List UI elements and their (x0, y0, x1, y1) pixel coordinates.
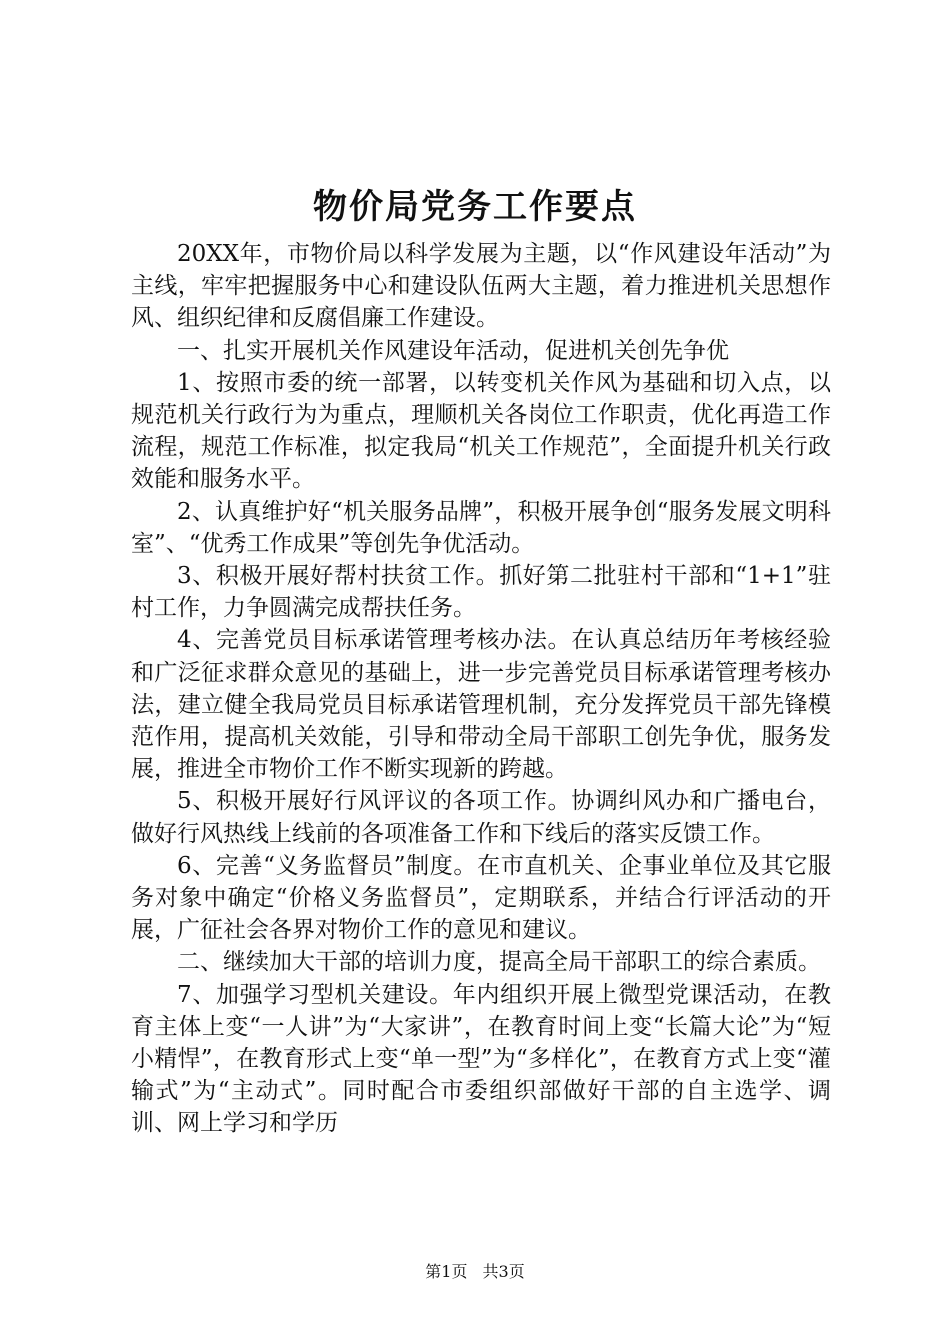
paragraph-item-7: 7、加强学习型机关建设。年内组织开展上微型党课活动，在教育主体上变“一人讲”为“大家讲”，在教育时间上变“长篇大论”为“短小精悍”，在教育形式上变“单一型”为“多样化”，在教育方式上变“灌输式”为“主动式”。同时配合市委组织部做好干部的自主选学、调训、网上学习和学历 (131, 981, 831, 1137)
paragraph-item-6: 6、完善“义务监督员”制度。在市直机关、企事业单位及其它服务对象中确定“价格义务监督员”，定期联系，并结合行评活动的开展，广征社会各界对物价工作的意见和建议。 (131, 852, 831, 944)
page-total: 共3页 (482, 1262, 525, 1281)
section-heading-2: 二、继续加大干部的培训力度，提高全局干部职工的综合素质。 (177, 949, 821, 976)
page-footer (0, 1261, 950, 1283)
page-number: 第1页 (425, 1262, 468, 1281)
section-heading-1: 一、扎实开展机关作风建设年活动，促进机关创先争优 (177, 337, 729, 364)
document-title: 物价局党务工作要点 (313, 187, 637, 227)
paragraph-item-1: 1、按照市委的统一部署，以转变机关作风为基础和切入点，以规范机关行政行为为重点，理顺机关各岗位工作职责，优化再造工作流程，规范工作标准，拟定我局“机关工作规范”，全面提升机关行政效能和服务水平。 (131, 369, 831, 493)
paragraph-intro: 20XX年，市物价局以科学发展为主题，以“作风建设年活动”为主线，牢牢把握服务中心和建设队伍两大主题，着力推进机关思想作风、组织纪律和反腐倡廉工作建设。 (131, 241, 831, 332)
paragraph-item-2: 2、认真维护好“机关服务品牌”，积极开展争创“服务发展文明科室”、“优秀工作成果”等创先争优活动。 (131, 498, 831, 557)
paragraph-item-5: 5、积极开展好行风评议的各项工作。协调纠风办和广播电台，做好行风热线上线前的各项准备工作和下线后的落实反馈工作。 (131, 788, 831, 847)
paragraph-item-4: 4、完善党员目标承诺管理考核办法。在认真总结历年考核经验和广泛征求群众意见的基础上，进一步完善党员目标承诺管理考核办法，建立健全我局党员目标承诺管理机制，充分发挥党员干部先锋模范作用，提高机关效能，引导和带动全局干部职工创先争优，服务发展，推进全市物价工作不断实现新的跨越。 (131, 627, 831, 783)
paragraph-item-3: 3、积极开展好帮村扶贫工作。抓好第二批驻村干部和“1+1”驻村工作，力争圆满完成帮扶任务。 (131, 563, 831, 622)
document-body (131, 238, 831, 1140)
